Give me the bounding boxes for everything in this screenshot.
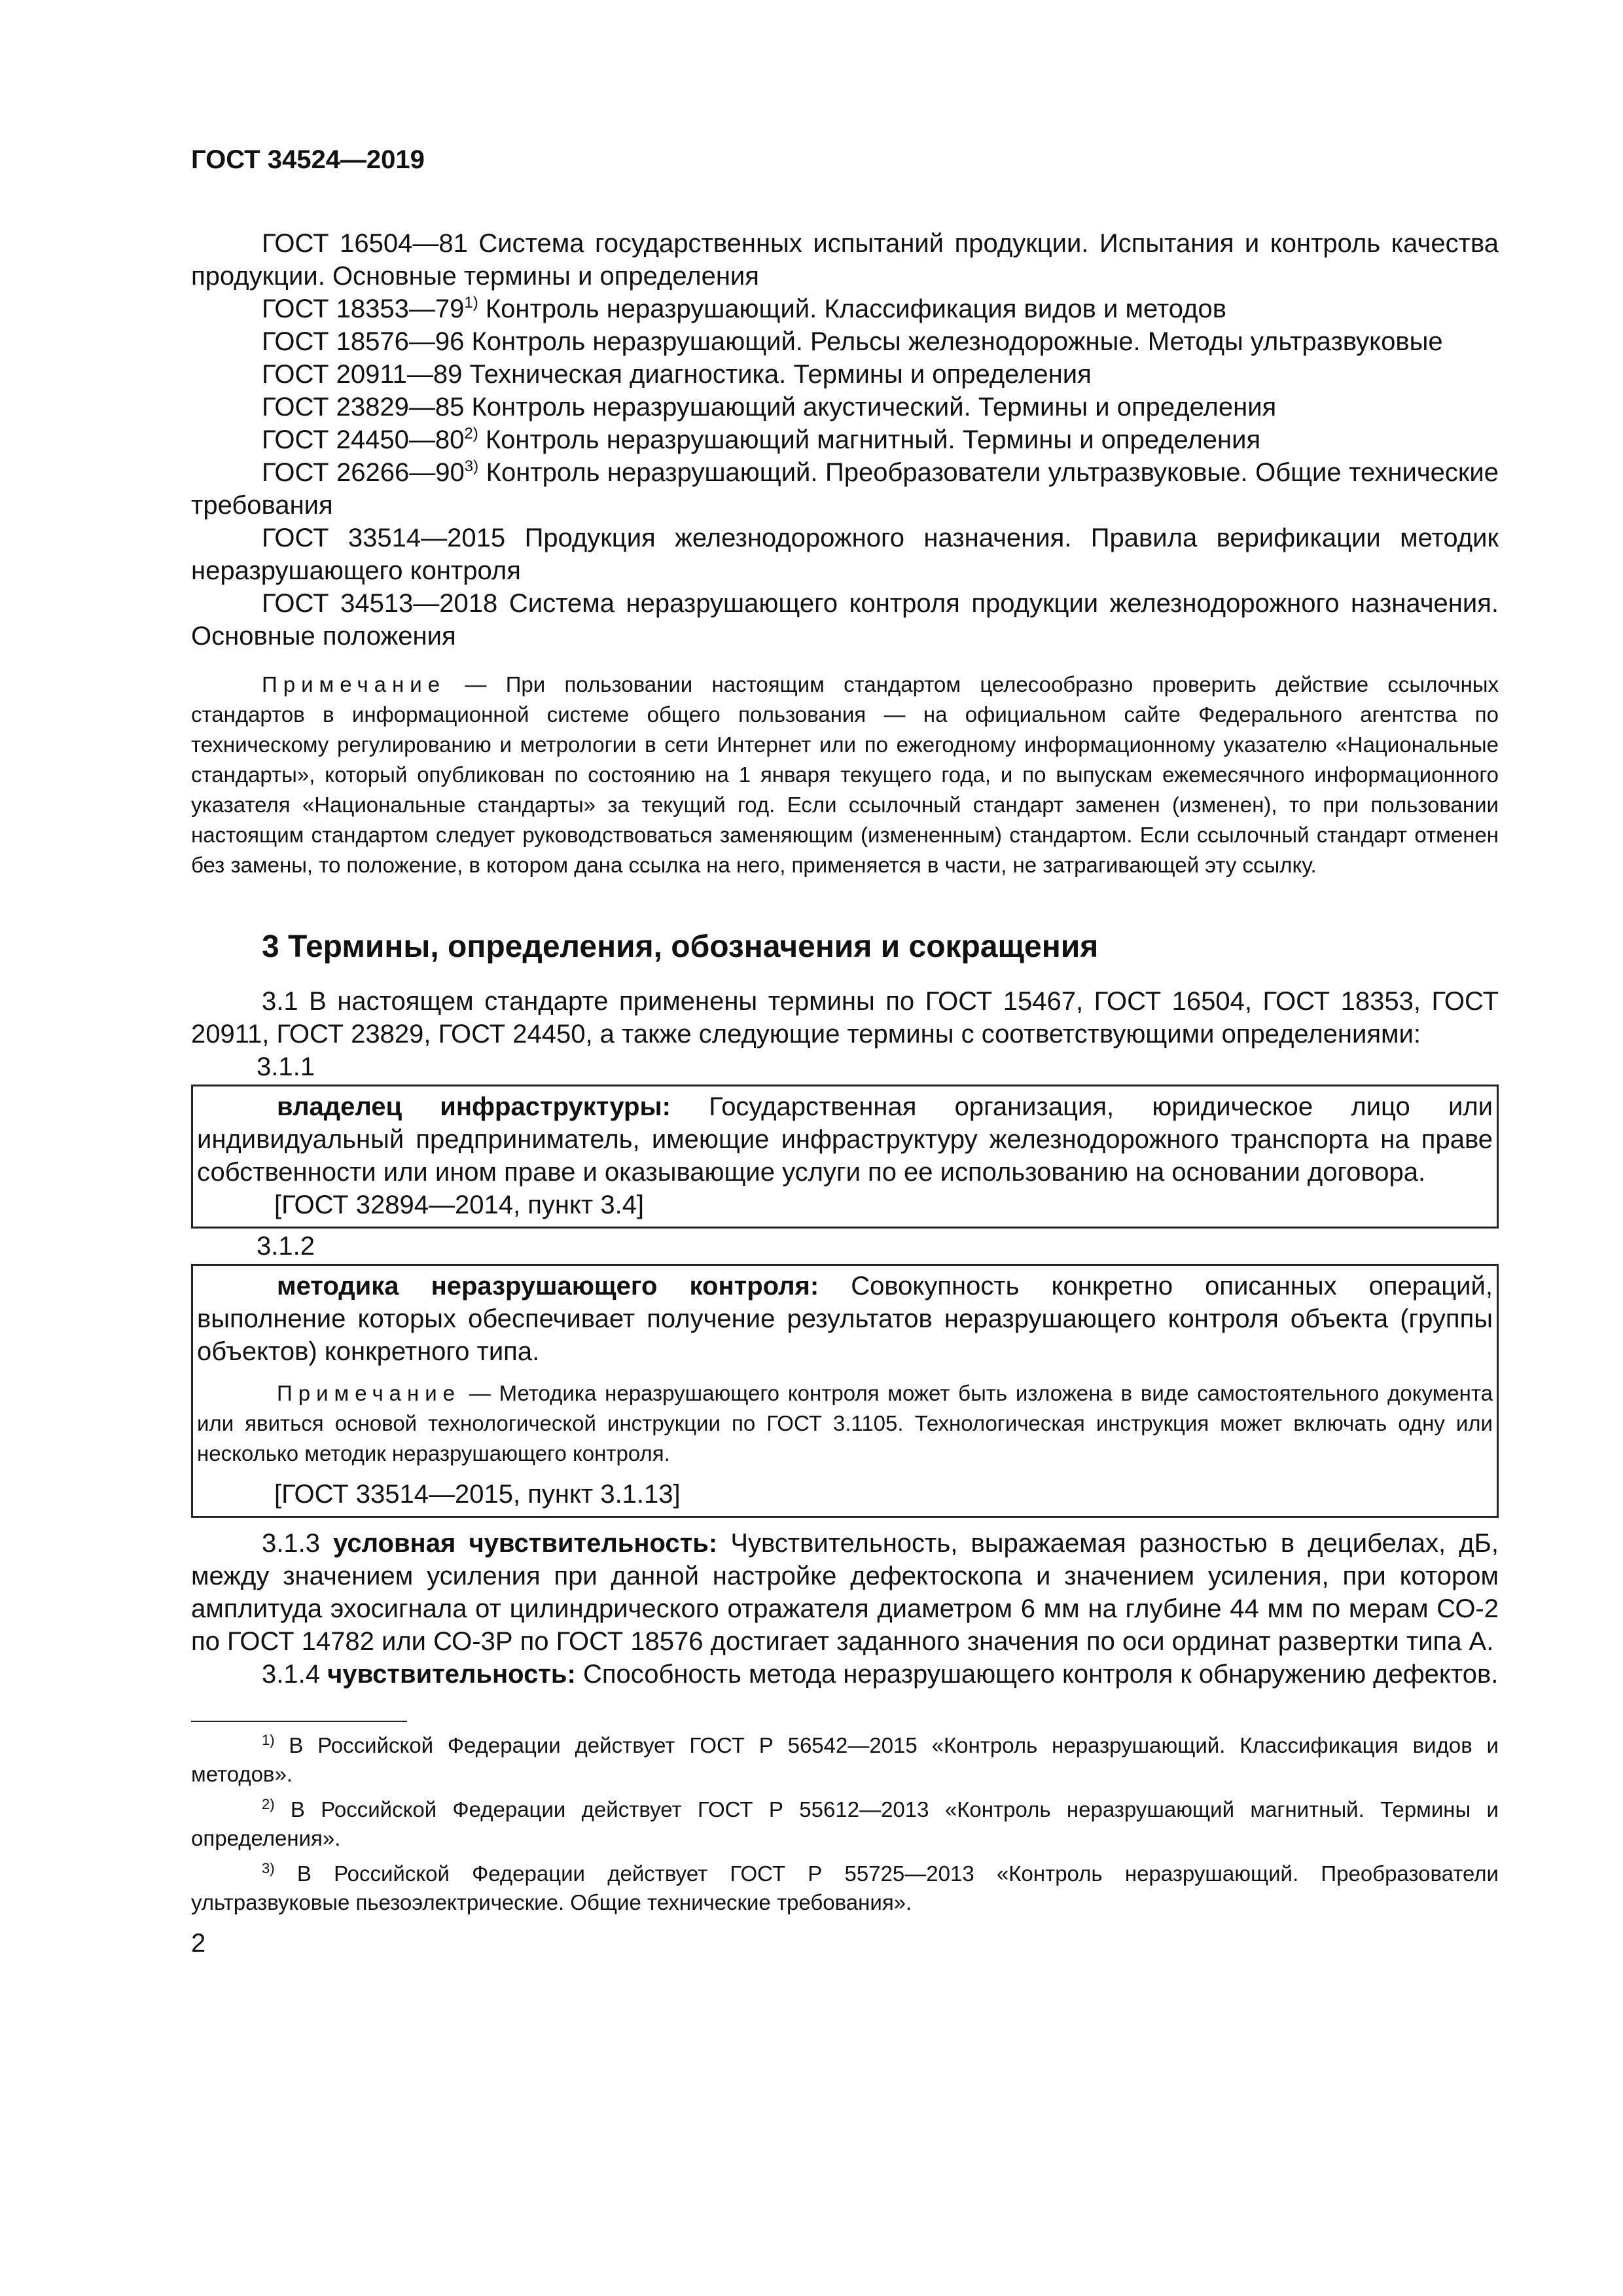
term-number: 3.1.2 (257, 1232, 315, 1261)
reference-item (191, 227, 1499, 293)
reference-code: ГОСТ 26266—90 (262, 458, 465, 487)
term-definition (191, 1527, 1499, 1658)
reference-title: Контроль неразрушающий. Классификация видов и методов (485, 295, 1226, 323)
footnote-text: В Российской Федерации действует ГОСТ Р 55725—2013 «Контроль неразрушающий. Преобразователи ультразвуковые пьезоэлектрические. Общие технические требования». (191, 1861, 1499, 1914)
section-title: 3 Термины, определения, обозначения и сокращения (262, 929, 1099, 964)
reference-code: ГОСТ 20911—89 (262, 360, 463, 389)
term-name: владелец инфраструктуры: (277, 1092, 671, 1121)
reference-code: ГОСТ 34513—2018 (262, 589, 498, 618)
reference-item (191, 522, 1499, 587)
reference-code: ГОСТ 18576—96 (262, 327, 465, 356)
reference-title: Система неразрушающего контроля продукции железнодорожного назначения. Основные положения (191, 589, 1499, 651)
footnote-mark: 2) (464, 425, 478, 442)
footnote-text: В Российской Федерации действует ГОСТ Р 55612—2013 «Контроль неразрушающий магнитный. Термины и определения». (191, 1797, 1499, 1850)
term-number: 3.1.4 (262, 1660, 320, 1689)
term-source: [ГОСТ 32894—2014, пункт 3.4] (274, 1191, 645, 1219)
footnote-mark: 3) (464, 457, 479, 475)
term-source: [ГОСТ 33514—2015, пункт 3.1.13] (274, 1480, 681, 1509)
document-page (191, 145, 1499, 1958)
reference-code: ГОСТ 23829—85 (262, 393, 465, 422)
term-box (191, 1264, 1499, 1518)
reference-title: Контроль неразрушающий. Преобразователи ультразвуковые. Общие технические требования (191, 458, 1499, 520)
term-text: Чувствительность, выражаемая разностью в децибелах, дБ, между значением усиления при данной настройке дефектоскопа и значением усиления, при котором амплитуда эхосигнала от цилиндрического отражателя диаметром 6 мм на глубине 44 мм по мерам СО-2 по ГОСТ 14782 или СО-3Р по ГОСТ 18576 достигает заданного значения по оси ординат развертки типа А. (191, 1529, 1499, 1656)
term-definition (191, 1658, 1499, 1691)
term-name: условная чувствительность: (333, 1529, 718, 1558)
term-text: Совокупность конкретно описанных операций, выполнение которых обеспечивает получение результатов неразрушающего контроля объекта (группы объектов) конкретного типа. (197, 1272, 1493, 1366)
reference-item (191, 423, 1499, 456)
reference-code: ГОСТ 16504—81 (262, 229, 468, 258)
reference-item (191, 325, 1499, 358)
section-intro: 3.1 В настоящем стандарте применены термины по ГОСТ 15467, ГОСТ 16504, ГОСТ 18353, ГОСТ 20911, ГОСТ 23829, ГОСТ 24450, а также следующие термины с соответствующими определениями: (191, 987, 1499, 1049)
footnote-mark: 2) (262, 1796, 275, 1812)
footnote (191, 1859, 1499, 1917)
footnote (191, 1731, 1499, 1789)
reference-title: Система государственных испытаний продукции. Испытания и контроль качества продукции. Основные термины и определения (191, 229, 1499, 291)
reference-item (191, 456, 1499, 522)
reference-code: ГОСТ 18353—79 (262, 295, 465, 323)
footnote-mark: 1) (464, 294, 478, 312)
term-definition (197, 1270, 1493, 1368)
note-label: Примечание (262, 672, 446, 696)
footnote-text: В Российской Федерации действует ГОСТ Р 56542—2015 «Контроль неразрушающий. Классификация видов и методов». (191, 1733, 1499, 1786)
reference-title: Контроль неразрушающий магнитный. Термины и определения (485, 425, 1261, 454)
reference-title: Продукция железнодорожного назначения. Правила верификации методик неразрушающего контроля (191, 524, 1499, 585)
document-header: ГОСТ 34524—2019 (191, 145, 425, 174)
term-note (197, 1378, 1493, 1469)
term-name: методика неразрушающего контроля: (277, 1272, 819, 1300)
footnote-mark: 3) (262, 1860, 275, 1876)
term-definition (197, 1090, 1493, 1189)
reference-code: ГОСТ 33514—2015 (262, 524, 506, 552)
page-number: 2 (191, 1929, 206, 1958)
references-note (191, 670, 1499, 880)
reference-item (191, 358, 1499, 391)
reference-title: Контроль неразрушающий. Рельсы железнодорожные. Методы ультразвуковые (471, 327, 1443, 356)
reference-title: Техническая диагностика. Термины и определения (469, 360, 1092, 389)
normative-references-list (191, 227, 1499, 653)
footnote-separator (191, 1721, 407, 1722)
term-number: 3.1.1 (257, 1052, 315, 1081)
term-box (191, 1085, 1499, 1229)
reference-item (191, 587, 1499, 653)
reference-title: Контроль неразрушающий акустический. Термины и определения (471, 393, 1277, 422)
note-label: Примечание (277, 1381, 461, 1405)
term-text: Способность метода неразрушающего контроля к обнаружению дефектов. (582, 1660, 1499, 1689)
term-number: 3.1.3 (262, 1529, 320, 1558)
note-text: — Методика неразрушающего контроля может быть изложена в виде самостоятельного документа или явиться основой технологической инструкции по ГОСТ 3.1105. Технологическая инструкция может включать одну или несколько методик неразрушающего контроля. (197, 1381, 1493, 1465)
footnote (191, 1795, 1499, 1853)
note-text: — При пользовании настоящим стандартом целесообразно проверить действие ссылочных стандартов в информационной системе общего пользования — на официальном сайте Федерального агентства по техническому регулированию и метрологии в сети Интернет или по ежегодному информационному указателю «Национальные стандарты», который опубликован по состоянию на 1 января текущего года, и по выпускам ежемесячного информационного указателя «Национальные стандарты» за текущий год. Если ссылочный стандарт заменен (изменен), то при пользовании настоящим стандартом следует руководствоваться заменяющим (измененным) стандартом. Если ссылочный стандарт отменен без замены, то положение, в котором дана ссылка на него, применяется в части, не затрагивающей эту ссылку. (191, 672, 1499, 877)
term-name: чувствительность: (327, 1660, 576, 1689)
reference-code: ГОСТ 24450—80 (262, 425, 465, 454)
footnote-mark: 1) (262, 1732, 275, 1748)
reference-item (191, 293, 1499, 325)
term-text: Государственная организация, юридическое лицо или индивидуальный предприниматель, имеющие инфраструктуру железнодорожного транспорта на праве собственности или ином праве и оказывающие услуги по ее использованию на основании договора. (197, 1092, 1493, 1187)
reference-item (191, 391, 1499, 423)
